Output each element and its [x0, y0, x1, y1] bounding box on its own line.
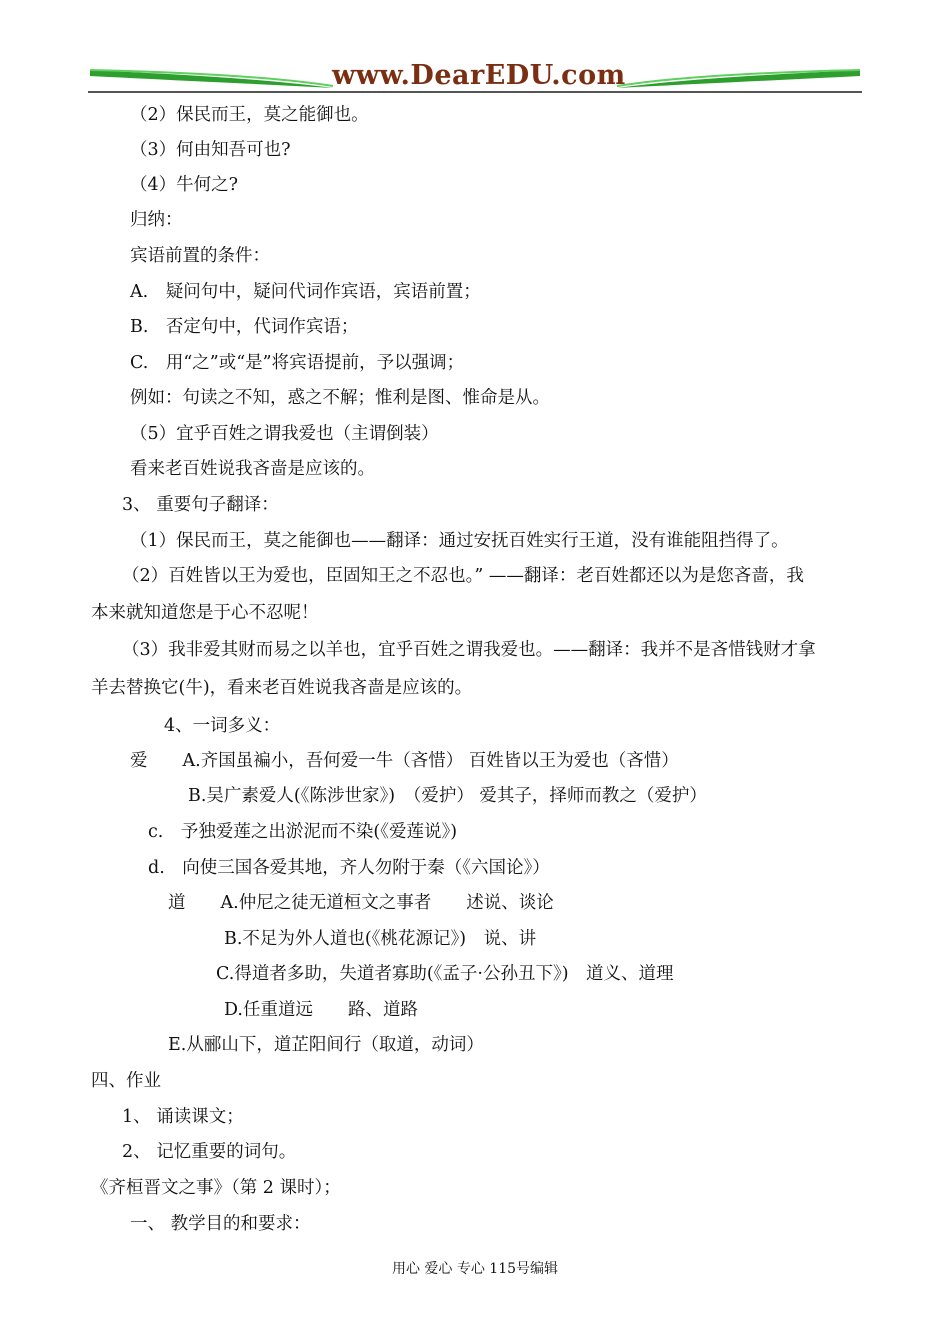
- text-line: （2）保民而王，莫之能御也。: [130, 105, 369, 125]
- text-line: 3、 重要句子翻译：: [122, 495, 279, 515]
- text-line: C.得道者多助，失道者寡助(《孟子·公孙丑下》) 道义、道理: [216, 964, 674, 984]
- text-line: 4、一词多义：: [164, 716, 281, 736]
- text-line: 羊去替换它(牛)，看来老百姓说我吝啬是应该的。: [91, 678, 473, 698]
- text-line: 一、 教学目的和要求：: [130, 1214, 311, 1234]
- text-line: E.从郦山下，道芷阳间行（取道，动词）: [168, 1035, 484, 1055]
- text-line: 爱 A.齐国虽褊小，吾何爱一牛（吝惜） 百姓皆以王为爱也（吝惜）: [130, 751, 679, 771]
- text-line: 看来老百姓说我吝啬是应该的。: [130, 459, 375, 479]
- section-heading: 《齐桓晋文之事》（第 2 课时）；: [91, 1178, 341, 1198]
- text-line: B. 否定句中，代词作宾语；: [130, 317, 359, 337]
- page-footer: 用心 爱心 专心 115号编辑: [391, 1261, 559, 1277]
- text-line: （5）宜乎百姓之谓我爱也（主谓倒装）: [130, 424, 439, 444]
- section-heading: 四、作业: [91, 1071, 161, 1091]
- text-line: （3）我非爱其财而易之以羊也，宜乎百姓之谓我爱也。——翻译：我并不是吝惜钱财才拿: [122, 640, 816, 660]
- text-line: （4）牛何之?: [130, 175, 239, 195]
- text-line: 归纳：: [130, 210, 183, 230]
- header-rule: [88, 91, 862, 93]
- text-line: 2、 记忆重要的词句。: [122, 1142, 297, 1162]
- text-line: 例如：句读之不知，惑之不解；惟利是图、惟命是从。: [130, 388, 550, 408]
- text-line: B.不足为外人道也(《桃花源记》) 说、讲: [224, 929, 537, 949]
- text-line: c. 予独爱莲之出淤泥而不染(《爱莲说》): [148, 822, 458, 842]
- text-line: （2）百姓皆以王为爱也，臣固知王之不忍也。” ——翻译：老百姓都还以为是您吝啬，我: [122, 566, 804, 586]
- text-line: 道 A.仲尼之徒无道桓文之事者 述说、谈论: [168, 893, 554, 913]
- text-line: （1）保民而王，莫之能御也——翻译：通过安抚百姓实行王道，没有谁能阻挡得了。: [130, 531, 789, 551]
- text-line: D.任重道远 路、道路: [224, 1000, 418, 1020]
- text-line: B.吴广素爱人(《陈涉世家》) （爱护） 爱其子，择师而教之（爱护）: [188, 786, 707, 806]
- text-line: A. 疑问句中，疑问代词作宾语，宾语前置；: [130, 282, 481, 302]
- text-line: 本来就知道您是于心不忍呢！: [91, 603, 319, 623]
- text-line: （3）何由知吾可也?: [130, 140, 291, 160]
- text-line: C. 用“之”或“是”将宾语提前，予以强调；: [130, 353, 465, 373]
- text-line: 宾语前置的条件：: [130, 246, 270, 266]
- site-logo-text: www.DearEDU.com: [332, 60, 626, 91]
- text-line: 1、 诵读课文；: [122, 1107, 244, 1127]
- text-line: d. 向使三国各爱其地，齐人勿附于秦（《六国论》）: [148, 858, 550, 878]
